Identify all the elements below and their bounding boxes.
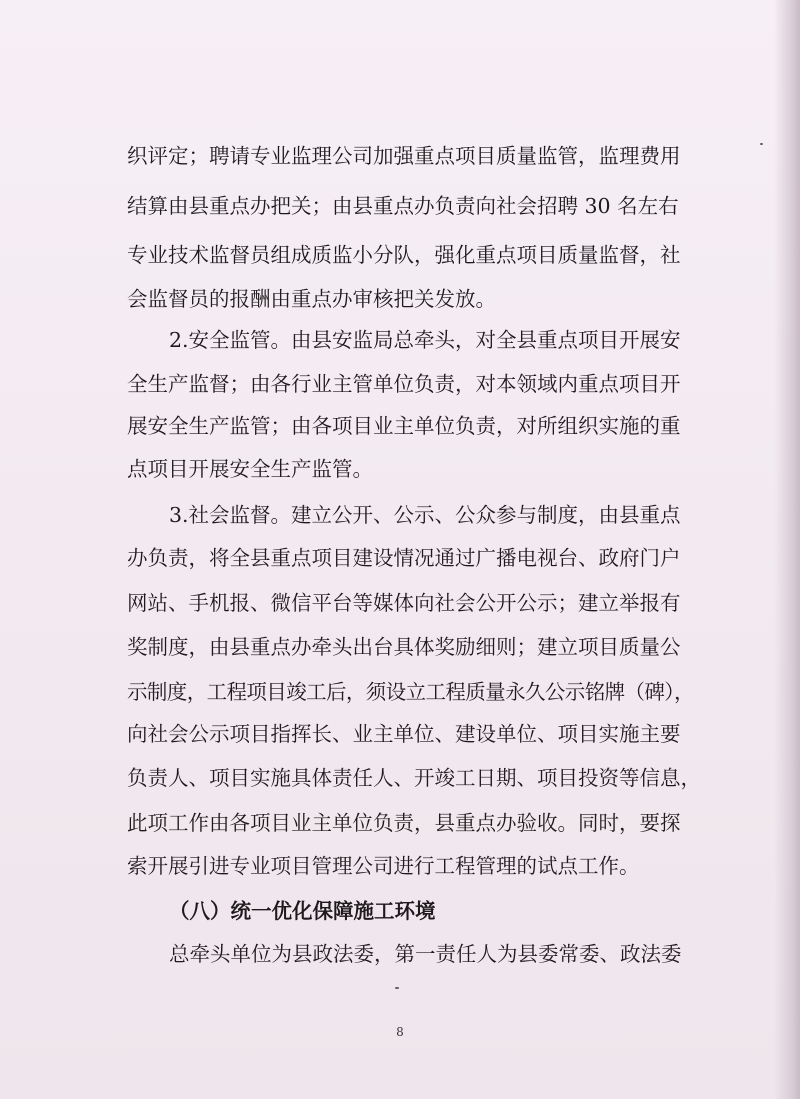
paragraph-line: 示制度，工程项目竣工后，须设立工程质量永久公示铭牌（碑）， <box>127 680 694 704</box>
paragraph-line: 展安全生产监管；由各项目业主单位负责，对所组织实施的重 <box>127 414 681 438</box>
paragraph-line: 办负责，将全县重点项目建设情况通过广播电视台、政府门户 <box>127 546 681 570</box>
paragraph-line: 专业技术监督员组成质监小分队，强化重点项目质量监督，社 <box>127 243 681 267</box>
scan-speck <box>395 987 399 989</box>
paragraph-line: 2.安全监管。由县安监局总牵头，对全县重点项目开展安 <box>169 328 681 352</box>
paragraph-line: 向社会公示项目指挥长、业主单位、建设单位、项目实施主要 <box>127 722 681 746</box>
paragraph-line: 会监督员的报酬由重点办审核把关发放。 <box>127 287 496 311</box>
paragraph-line: 索开展引进专业项目管理公司进行工程管理的试点工作。 <box>127 854 640 878</box>
paragraph-line: 3.社会监督。建立公开、公示、公众参与制度，由县重点 <box>169 503 681 527</box>
paragraph-line: 点项目开展安全生产监管。 <box>127 457 373 481</box>
paragraph-line: 织评定；聘请专业监理公司加强重点项目质量监管，监理费用 <box>127 144 681 168</box>
paragraph-line: 奖制度，由县重点办牵头出台具体奖励细则；建立项目质量公 <box>127 635 681 659</box>
paragraph-line: 网站、手机报、微信平台等媒体向社会公开公示；建立举报有 <box>127 591 681 615</box>
section-heading: （八）统一优化保障施工环境 <box>169 899 436 923</box>
paragraph-line: 总牵头单位为县政法委，第一责任人为县委常委、政法委 <box>169 942 682 966</box>
paragraph-line: 结算由县重点办把关；由县重点办负责向社会招聘 30 名左右 <box>127 194 679 218</box>
paragraph-line: 全生产监督；由各行业主管单位负责，对本领域内重点项目开 <box>127 372 681 396</box>
paragraph-line: 此项工作由各项目业主单位负责，县重点办验收。同时，要探 <box>127 811 681 835</box>
paragraph-line: 负责人、项目实施具体责任人、开竣工日期、项目投资等信息， <box>127 766 701 790</box>
page-number: 8 <box>396 1025 404 1039</box>
scan-speck <box>760 143 763 145</box>
